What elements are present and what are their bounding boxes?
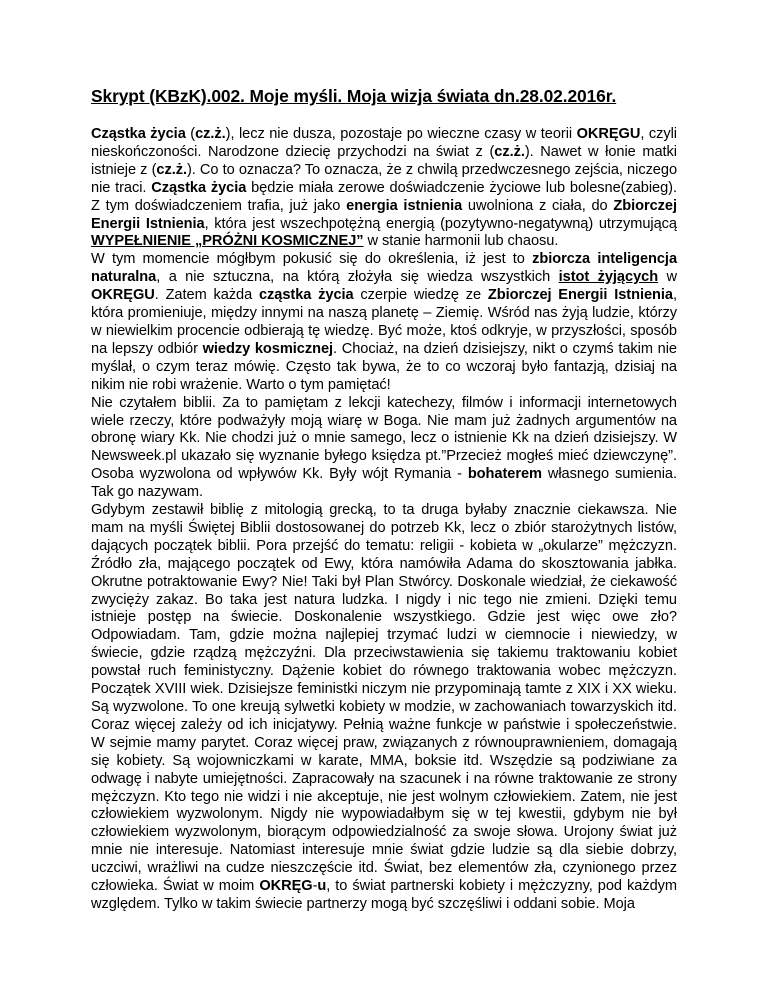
- text-run: będzie miała zerowe doświadczenie życiowe lub bolesne(zabieg). Z tym doświadczeniem trafia, już jako: [91, 179, 677, 214]
- text-run: (: [185, 126, 196, 142]
- paragraph: [91, 251, 677, 394]
- emphasized-text: Zbiorczej Energii Istnienia: [91, 197, 677, 232]
- emphasized-text: Cząstka życia: [91, 126, 186, 142]
- text-run: w: [658, 269, 677, 286]
- document-page: [91, 86, 677, 914]
- text-run: Nie czytałem biblii. Za to pamiętam z lekcji katechezy, filmów i informacji internetowych wiele rzeczy, które podważyły moją wiarę w Boga. Nie mam już żadnych argumentów na obronę wiary Kk. Nie chodzi już o mnie samego, lecz o istnienie Kk na dzień dzisiejszy. W Newsweek.pl ukazało się wyznanie byłego księdza pt.”Przecież mogłeś mieć dziewczynę”. Osoba wyzwolona od wpływów Kk. Były wójt Rymania -: [91, 394, 677, 483]
- text-run: uwolniona z ciała, do: [462, 197, 614, 214]
- emphasized-text: bohaterem: [467, 466, 542, 483]
- emphasized-text: Zbiorczej Energii Istnienia: [487, 287, 673, 304]
- text-run: , to świat partnerski kobiety i mężczyzny, pod każdym względem. Tylko w takim świecie partnerzy mogą być szczęśliwi i oddani sobie. Moja: [91, 878, 678, 912]
- text-run: ). Co to oznacza? To oznacza, że z chwilą przedwczesnego zejścia, niczego nie traci.: [91, 161, 678, 196]
- text-run: . Chociaż, na dzień dzisiejszy, nikt o czymś takim nie myślał, o czym teraz mówię. Często tak bywa, że to co wczoraj było fantazją, dzisiaj na nikim nie robi wrażenie. Warto o tym pamiętać!: [91, 340, 678, 393]
- emphasized-text: cz.ż.: [494, 143, 525, 160]
- text-run: , a nie sztuczna, na którą złożyła się wiedza wszystkich: [156, 269, 559, 286]
- text-run: ), lecz nie dusza, pozostaje po wieczne czasy w teorii: [225, 126, 577, 142]
- emphasized-text: energia istnienia: [346, 197, 463, 214]
- text-run: , która promieniuje, między innymi na naszą planetę – Ziemię. Wśród nas żyją ludzie, którzy w niewielkim procencie odbierają tę wiedzę. Być może, ktoś odkryje, w przyszłości, sposób na lepszy odbiór: [91, 287, 677, 357]
- emphasized-text: u: [317, 878, 327, 895]
- paragraph: [91, 395, 677, 502]
- emphasized-text: WYPEŁNIENIE „PRÓŻNI KOSMICZNEJ”: [91, 233, 364, 250]
- emphasized-text: zbiorcza inteligencja naturalna: [91, 251, 678, 286]
- emphasized-text: OKRĘGU: [91, 287, 155, 304]
- text-run: własnego sumienia. Tak go nazywam.: [91, 466, 677, 501]
- emphasized-text: istot żyjących: [558, 269, 659, 286]
- emphasized-text: OKRĘGU: [576, 126, 641, 142]
- text-run: -: [312, 878, 318, 895]
- document-title: Skrypt (KBzK).002. Moje myśli. Moja wizja świata dn.28.02.2016r.: [91, 86, 617, 106]
- emphasized-text: OKRĘG: [259, 878, 313, 895]
- document-body: [91, 126, 677, 914]
- text-run: ). Nawet w łonie matki istnieje z (: [91, 143, 677, 178]
- paragraph: [91, 502, 677, 914]
- text-run: . Zatem każda: [154, 287, 259, 304]
- emphasized-text: cz.ż.: [195, 126, 226, 142]
- emphasized-text: wiedzy kosmicznej: [202, 340, 334, 357]
- text-run: Gdybym zestawił biblię z mitologią grecką, to ta druga byłaby znacznie ciekawsza. Nie mam na myśli Świętej Biblii dostosowanej do potrzeb Kk, lecz o zbiór starożytnych listów, dających początek biblii. Pora przejść do tematu: religii - kobieta w „okularze” mężczyzn. Źródło zła, mającego początek od Ewy, która namówiła Adama do skosztowania jabłka. Okrutne potraktowanie Ewy? Nie! Taki był Plan Stwórcy. Doskonale wiedział, że ciekawość zwycięży zakaz. Bo taka jest natura ludzka. I nigdy i nic tego nie zmieni. Dzięki temu istnieje postęp na świecie. Doskonalenie wszystkiego. Gdzie jest więc owe zło? Odpowiadam. Tam, gdzie można najlepiej trzymać ludzi w ciemnocie i niewiedzy, w świecie, gdzie rządzą mężczyźni. Dla przeciwstawienia się takiemu traktowaniu kobiet powstał ruch feministyczny. Dążenie kobiet do równego traktowania wobec mężczyzn. Początek XVIII wiek. Dzisiejsze feministki niczym nie przypominają tamte z XIX i XX wieku. Są wyzwolone. To one kreują sylwetki kobiety w modzie, w zachowaniach towarzyskich itd. Coraz więcej zależy od ich inicjatywy. Pełnią ważne funkcje w państwie i społeczeństwie. W sejmie mamy parytet. Coraz więcej praw, związanych z równouprawnieniem, domagają się kobiety. Są wojowniczkami w karate, MMA, boksie itd. Wszędzie są podziwiane za odwagę i nabyte umiejętności. Zapracowały na szacunek i na równe traktowanie ze strony mężczyzn. Kto tego nie widzi i nie akceptuje, nie jest wolnym człowiekiem. Zatem, nie jest człowiekiem wyzwolonym. Nigdy nie wypowiadałbym się w tej kwestii, gdybym nie był człowiekiem wyzwolonym, biorącym odpowiedzialność za swoje słowa. Urojony świat już mnie nie interesuje. Natomiast interesuje mnie świat gdzie ludzie są dla siebie dobrzy, uczciwi, wrażliwi na cudze nieszczęście itd. Świat, bez elementów zła, czynionego przez człowieka. Świat w moim: [91, 502, 677, 895]
- text-run: czerpie wiedzę ze: [353, 287, 488, 304]
- text-run: W tym momencie mógłbym pokusić się do określenia, iż jest to: [91, 251, 533, 268]
- emphasized-text: cząstka życia: [258, 287, 354, 304]
- text-run: , czyli nieskończoności. Narodzone dziecię przychodzi na świat z (: [91, 126, 677, 160]
- paragraph: [91, 126, 677, 251]
- text-run: , która jest wszechpotężną energią (pozytywno-negatywną) utrzymującą: [204, 215, 677, 232]
- text-run: w stanie harmonii lub chaosu.: [363, 233, 559, 250]
- emphasized-text: Cząstka życia: [151, 179, 247, 196]
- emphasized-text: cz.ż.: [156, 161, 187, 178]
